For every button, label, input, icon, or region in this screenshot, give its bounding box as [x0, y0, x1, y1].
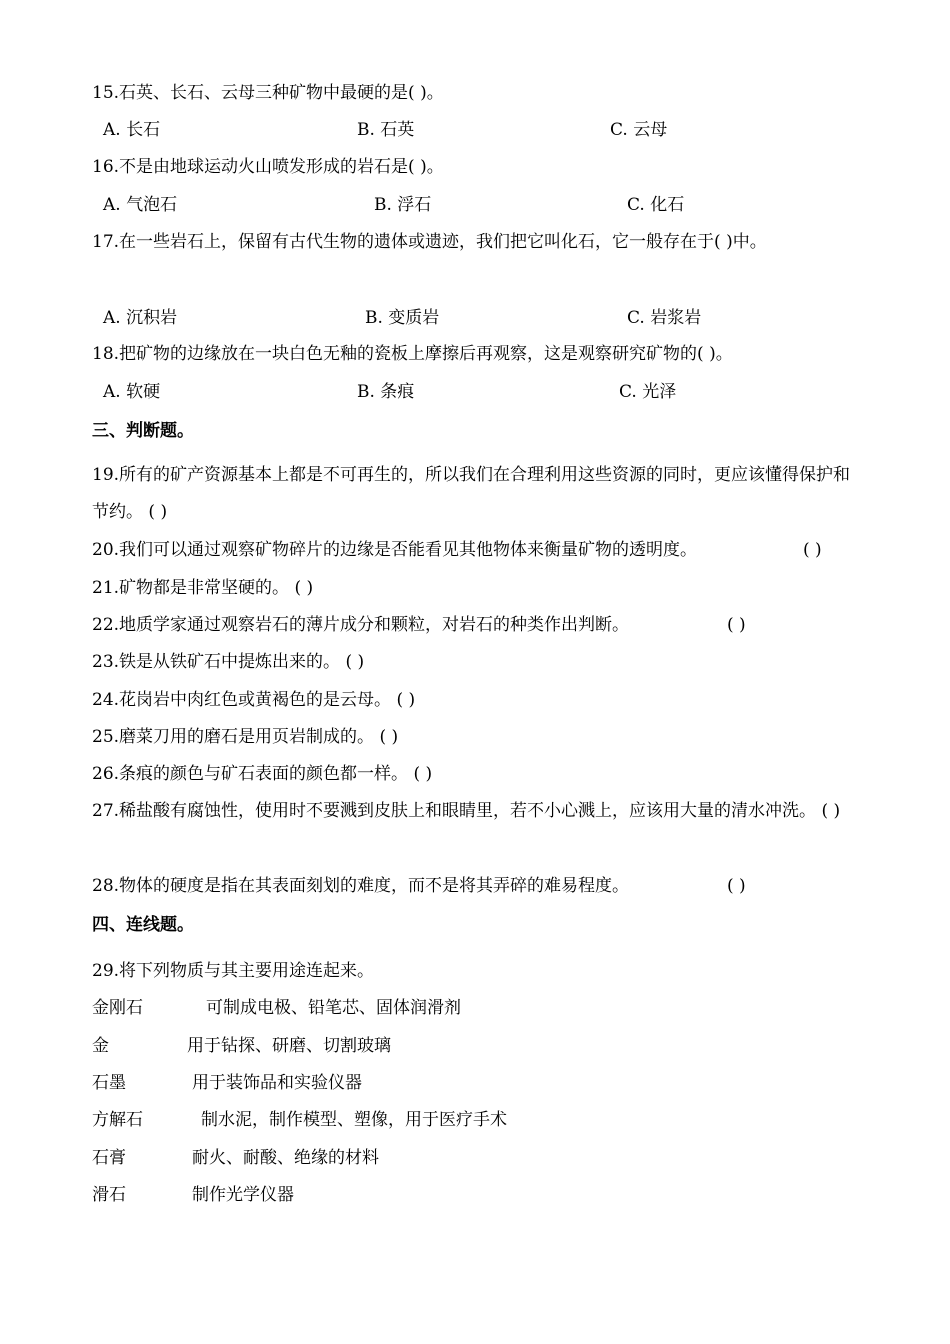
- question-17-option-a: A. 沉积岩: [103, 308, 178, 328]
- question-29-stem: 29.将下列物质与其主要用途连起来。: [92, 961, 375, 981]
- question-24: 24.花岗岩中肉红色或黄褐色的是云母。 ( ): [92, 690, 416, 710]
- match-left-item: 方解石: [92, 1110, 143, 1130]
- match-right-item: 制作光学仪器: [192, 1185, 294, 1205]
- question-19: 19.所有的矿产资源基本上都是不可再生的，所以我们在合理利用这些资源的同时，更应该懂得保护和节约。 ( ): [92, 465, 851, 522]
- question-15-stem: 15.石英、长石、云母三种矿物中最硬的是( )。: [92, 83, 444, 103]
- match-left-item: 石墨: [92, 1073, 126, 1093]
- question-15-option-b: B. 石英: [357, 120, 415, 140]
- question-15-option-c: C. 云母: [610, 120, 668, 140]
- question-16-stem: 16.不是由地球运动火山喷发形成的岩石是( )。: [92, 157, 444, 177]
- question-18-option-a: A. 软硬: [103, 382, 161, 402]
- question-22-answer-paren: ( ): [727, 615, 746, 635]
- question-16-option-c: C. 化石: [627, 195, 685, 215]
- question-25: 25.磨菜刀用的磨石是用页岩制成的。 ( ): [92, 727, 399, 747]
- question-16-option-b: B. 浮石: [374, 195, 432, 215]
- question-28-answer-paren: ( ): [727, 876, 746, 896]
- question-18-option-c: C. 光泽: [619, 382, 677, 402]
- section-4-title: 四、连线题。: [92, 915, 194, 935]
- question-28: 28.物体的硬度是指在其表面刻划的难度，而不是将其弄碎的难易程度。: [92, 876, 630, 896]
- question-23: 23.铁是从铁矿石中提炼出来的。 ( ): [92, 652, 365, 672]
- question-20: 20.我们可以通过观察矿物碎片的边缘是否能看见其他物体来衡量矿物的透明度。: [92, 540, 698, 560]
- question-21: 21.矿物都是非常坚硬的。 ( ): [92, 578, 314, 598]
- match-right-item: 用于钻探、研磨、切割玻璃: [187, 1036, 391, 1056]
- question-17-stem: 17.在一些岩石上，保留有古代生物的遗体或遗迹，我们把它叫化石，它一般存在于( )中。: [92, 232, 767, 252]
- question-17-option-b: B. 变质岩: [365, 308, 440, 328]
- question-20-answer-paren: ( ): [803, 540, 822, 560]
- question-16-option-a: A. 气泡石: [103, 195, 178, 215]
- question-27: 27.稀盐酸有腐蚀性，使用时不要溅到皮肤上和眼睛里，若不小心溅上，应该用大量的清水冲洗。 ( ): [92, 801, 841, 821]
- question-26: 26.条痕的颜色与矿石表面的颜色都一样。 ( ): [92, 764, 433, 784]
- question-22: 22.地质学家通过观察岩石的薄片成分和颗粒，对岩石的种类作出判断。: [92, 615, 630, 635]
- match-right-item: 用于装饰品和实验仪器: [192, 1073, 362, 1093]
- match-right-item: 制水泥，制作模型、塑像，用于医疗手术: [201, 1110, 507, 1130]
- match-right-item: 可制成电极、铅笔芯、固体润滑剂: [206, 998, 461, 1018]
- match-left-item: 金: [92, 1036, 109, 1056]
- question-15-option-a: A. 长石: [103, 120, 161, 140]
- match-left-item: 石膏: [92, 1148, 126, 1168]
- match-right-item: 耐火、耐酸、绝缘的材料: [192, 1148, 379, 1168]
- match-left-item: 金刚石: [92, 998, 143, 1018]
- question-18-stem: 18.把矿物的边缘放在一块白色无釉的瓷板上摩擦后再观察，这是观察研究矿物的( )。: [92, 344, 733, 364]
- section-3-title: 三、判断题。: [92, 421, 194, 441]
- question-17-option-c: C. 岩浆岩: [627, 308, 702, 328]
- question-18-option-b: B. 条痕: [357, 382, 415, 402]
- match-left-item: 滑石: [92, 1185, 126, 1205]
